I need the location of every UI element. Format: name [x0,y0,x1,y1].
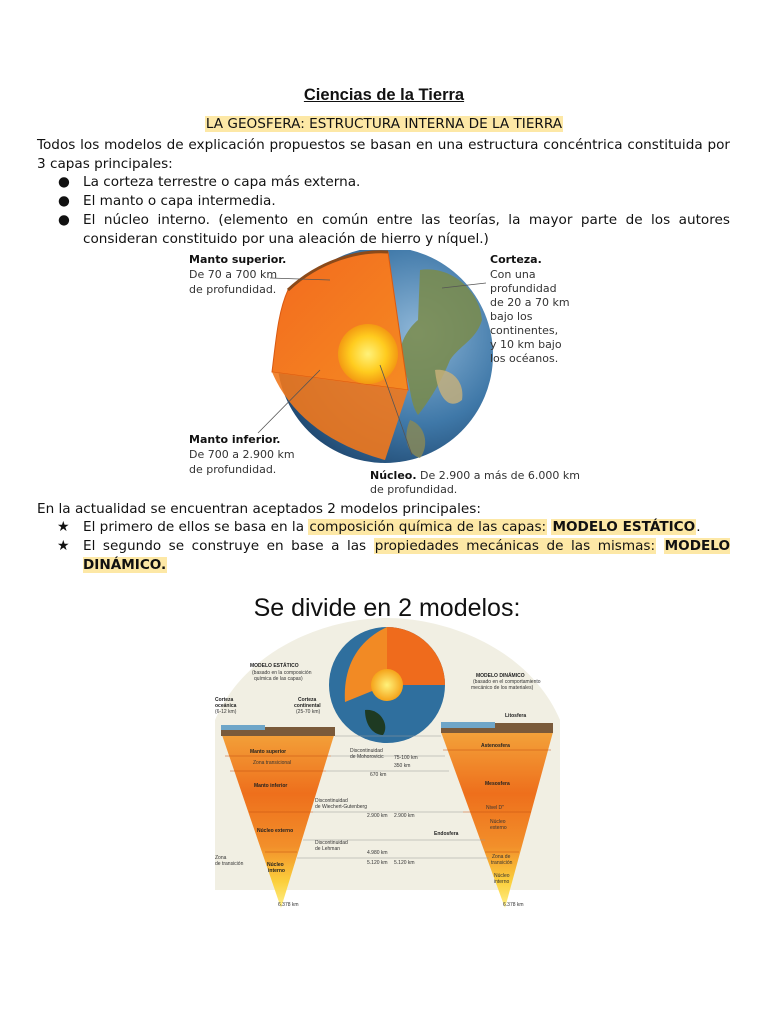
label-disc-moho2: de Mohorovicic [350,754,384,760]
label-manto-superior-l2: de profundidad. [189,283,277,296]
label-disc-lehman2: de Lehman [315,846,341,852]
list-item: ● El manto o capa intermedia. [58,193,276,209]
label-zona-transicion2: de transición [215,861,244,867]
highlight-text: propiedades mecánicas de las mismas: [374,538,656,554]
star-icon: ★ [57,519,70,535]
dynamic-model-sub2: mecánico de los materiales) [471,685,534,691]
figure-title: Se divide en 2 modelos: [253,594,521,622]
bullet-icon: ● [58,193,70,209]
label-nucleo-interno-dyn2: interno [494,879,510,885]
bullet-icon: ● [58,174,70,190]
depth-5120a: 5.120 km [367,860,388,866]
core-sphere [338,324,398,384]
label-nucleo-interno-static: Núcleo [267,862,284,868]
static-model-sub1: (basado en la composición [252,670,312,676]
list-item: ● La corteza terrestre o capa más externa. [58,174,361,190]
layers-list [37,173,730,249]
label-corteza-oceanica2: oceánica [215,703,237,709]
label-astenosfera: Astenosfera [481,743,510,749]
depth-2900a: 2.900 km [367,813,388,819]
label-corteza-continental-km: (25-70 km) [296,709,321,715]
label-nucleo-externo-static: Núcleo externo [257,828,294,834]
earth-cutaway-figure [180,250,580,500]
bullet-icon: ● [58,212,70,228]
label-nucleo-interno-static2: interno [268,868,285,874]
dynamic-model-title: MODELO DINÁMICO [476,673,525,679]
label-disc-moho: Discontinuidad [350,748,383,754]
label-zona-transicion-dyn2: transición [491,860,513,866]
label-manto-superior: Manto superior. [189,253,287,266]
label-corteza-l2: profundidad [490,282,557,295]
highlight-text: composición química de las capas: [309,519,547,535]
label-corteza-l3: de 20 a 70 km [490,296,570,309]
subtitle-highlight: LA GEOSFERA: ESTRUCTURA INTERNA DE LA TIERRA [205,116,563,132]
label-disc-wiechert: Discontinuidad [315,798,348,804]
label-corteza-l5: continentes, [490,324,559,337]
label-nucleo-interno-dyn: Núcleo [494,873,510,879]
label-mesosfera: Mesosfera [485,781,510,787]
label-zona-transicional: Zona transicional [253,760,292,766]
label-nivel-d: Nivel D'' [486,805,505,811]
label-nucleo-externo-dyn: Núcleo [490,819,506,825]
ocean-layer [221,725,265,730]
section-subtitle [0,116,768,132]
label-zona-transicion-dyn: Zona de [492,854,511,860]
models-intro: En la actualidad se encuentran aceptados 2 modelos principales: [37,501,481,517]
intro-paragraph: Todos los modelos de explicación propuestos se basan en una estructura concéntrica constituida por 3 capas principales: [37,137,730,172]
depth-350: 350 km [394,763,411,769]
label-corteza-l4: bajo los [490,310,533,323]
label-corteza-l6: y 10 km bajo [490,338,562,351]
label-litosfera: Litosfera [505,713,527,719]
label-manto-inferior-l1: De 700 a 2.900 km [189,448,295,461]
label-manto-inferior: Manto inferior. [189,433,281,446]
models-list [37,518,730,575]
mini-globe-core [371,669,403,701]
static-model-title: MODELO ESTÁTICO [250,663,299,669]
star-icon: ★ [57,538,70,554]
depth-6378b: 6.378 km [503,902,524,908]
label-manto-superior-static: Manto superior [250,749,287,755]
dynamic-model-sub1: (basado en el comportamiento [473,679,541,685]
model-name: MODELO ESTÁTICO [552,519,696,535]
label-nucleo-l2: de profundidad. [370,483,458,496]
two-models-figure [205,590,570,915]
label-corteza-l7: los océanos. [490,352,559,365]
label-corteza-continental: Corteza [298,697,317,703]
label-disc-wiechert2: de Wiechert-Gutenberg [315,804,367,810]
static-model-sub2: química de las capas) [254,676,303,682]
label-corteza-oceanica: Corteza [215,697,234,703]
list-item: ★ El segundo se construye en base a las propiedades mecánicas de las mismas: MODELO DINÁMICO. [57,538,731,573]
depth-670: 670 km [370,772,387,778]
ocean-layer [441,722,495,728]
label-nucleo: Núcleo. De 2.900 a más de 6.000 km [370,469,580,482]
depth-6378a: 6.378 km [278,902,299,908]
label-corteza-l1: Con una [490,268,536,281]
depth-4980: 4.980 km [367,850,388,856]
label-manto-inferior-l2: de profundidad. [189,463,277,476]
label-manto-superior-l1: De 70 a 700 km [189,268,278,281]
label-nucleo-externo-dyn2: externo [490,825,507,831]
label-corteza-continental2: continental [294,703,321,709]
list-item: ● El núcleo interno. (elemento en común entre las teorías, la mayor parte de los autores consideran constituido por una aleación de hierro y níquel.) [58,212,730,247]
label-endosfera: Endosfera [434,831,459,837]
label-disc-lehman: Discontinuidad [315,840,348,846]
depth-2900b: 2.900 km [394,813,415,819]
list-item: ★ El primero de ellos se basa en la composición química de las capas: MODELO ESTÁTICO. [57,519,701,535]
model-name: MODELO DINÁMICO. [83,538,731,573]
label-corteza-oceanica-km: (6-12 km) [215,709,237,715]
label-corteza: Corteza. [490,253,542,266]
depth-75-100: 75-100 km [394,755,418,761]
depth-5120b: 5.120 km [394,860,415,866]
label-zona-transicion: Zona [215,855,227,861]
document-title: Ciencias de la Tierra [303,86,465,104]
label-manto-inferior-static: Manto inferior [254,783,288,789]
